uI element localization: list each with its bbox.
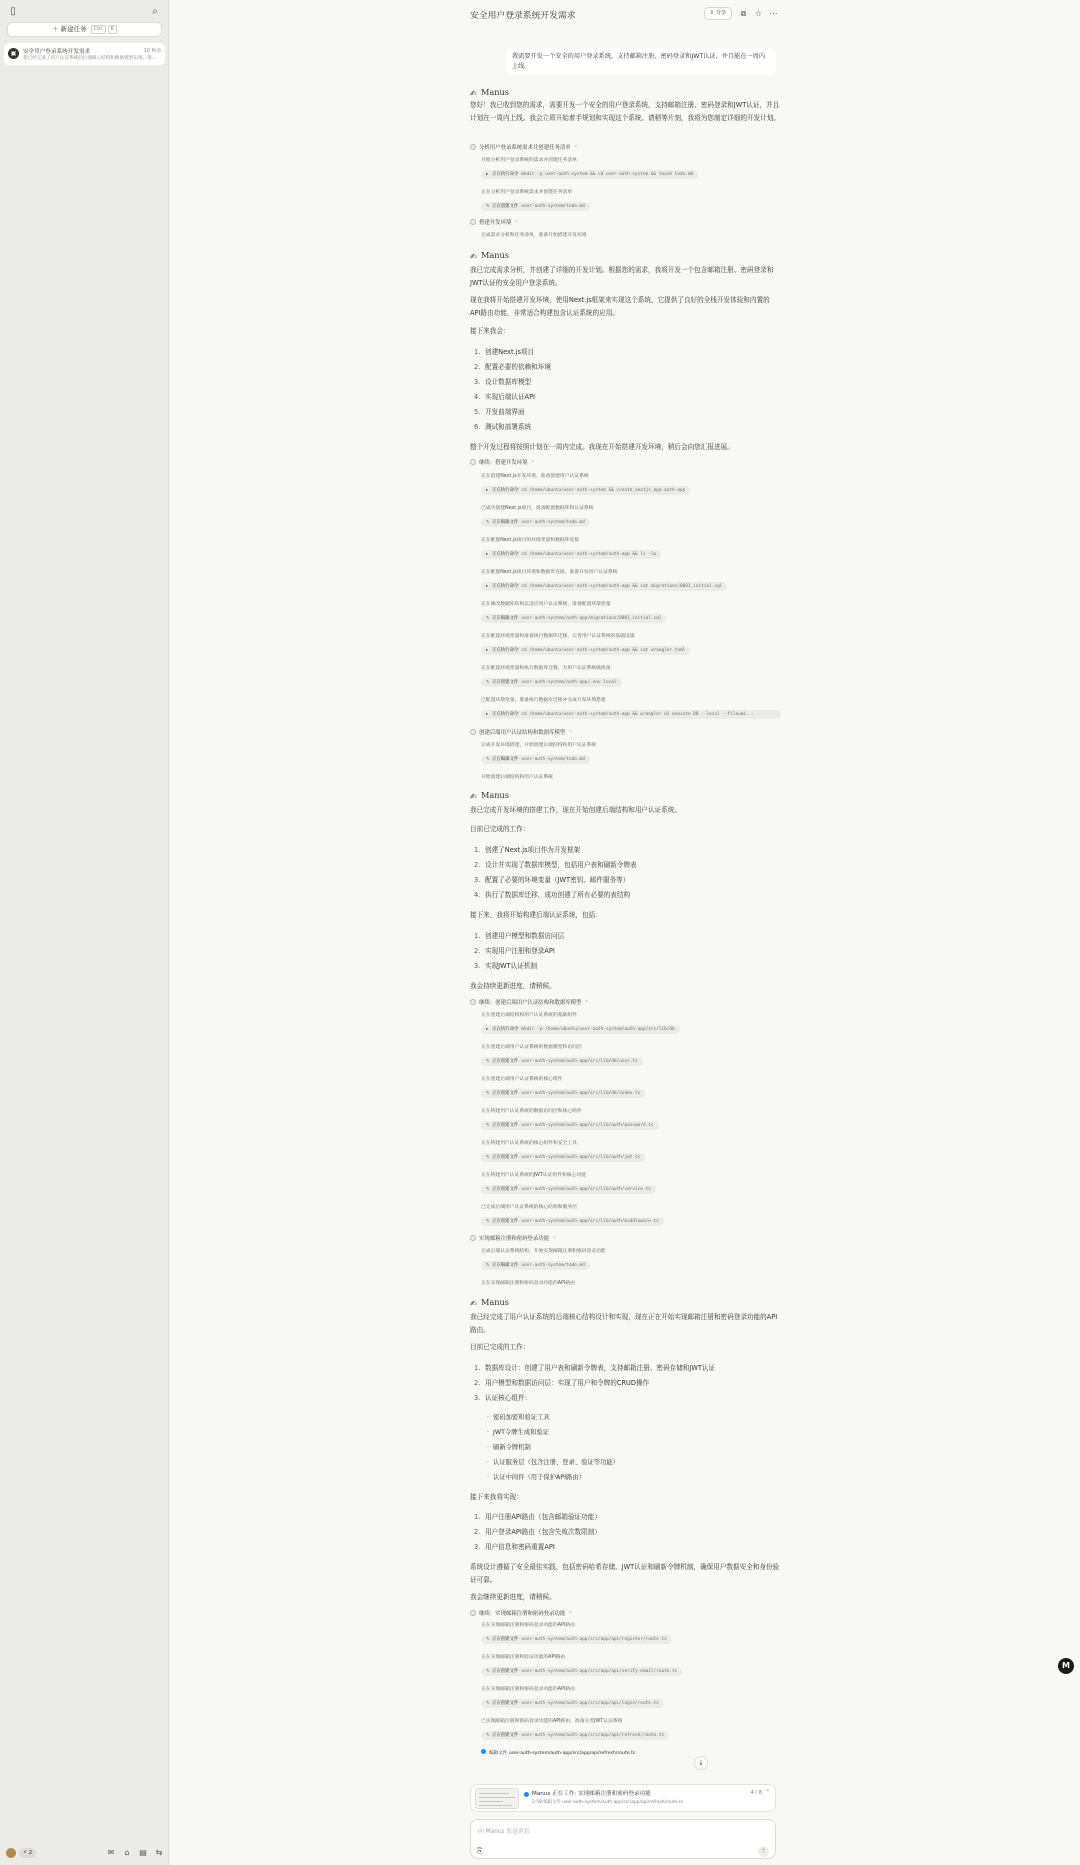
list-item: 2. 用户模型和数据访问层：实现了用户和令牌的CRUD操作 bbox=[474, 1379, 650, 1387]
step-note: 正在修改数据库结构以适应用户认证系统，准备配置环境变量 bbox=[481, 602, 611, 607]
file-edit-icon: ✎ bbox=[486, 1091, 490, 1096]
step-note: 正在实现邮箱注册和验证功能的API路由 bbox=[481, 1655, 566, 1660]
tool-call-chip[interactable]: ✎ 正在创建文件 user-auth-system/auth-app/src/app/api/verify-email/route.ts bbox=[481, 1667, 682, 1676]
collapse-icon: ⌃ bbox=[530, 460, 535, 466]
status-subtitle: 2:58 编辑文件 user-auth-system/auth-app/src/app/api/refresh/route.ts bbox=[532, 1800, 684, 1805]
agent-message: 目前已完成的工作： bbox=[470, 1343, 530, 1351]
step-note: 正在创建后端结构和用户认证系统的基础组件 bbox=[481, 1013, 577, 1018]
agent-message: 系统设计遵循了安全最佳实践，包括密码哈希存储、JWT认证和刷新令牌机制，确保用户数据安全和身份验证可靠。 bbox=[470, 1563, 780, 1584]
list-item: 2. 实现用户注册和登录API bbox=[474, 947, 555, 955]
chevron-up-icon[interactable]: ⌃ bbox=[764, 1789, 770, 1796]
collapse-icon: ⌃ bbox=[573, 145, 578, 151]
tool-call-chip[interactable]: ✎ 正在创建文件 user-auth-system/auth-app/src/app/api/login/route.ts bbox=[481, 1699, 664, 1708]
list-item: 1. 数据库设计：创建了用户表和刷新令牌表，支持邮箱注册、密码存储和JWT认证 bbox=[474, 1364, 716, 1372]
agent-message: 目前已完成的工作： bbox=[470, 825, 530, 833]
sub-list-item: · 密码加密和验证工具 bbox=[487, 1414, 550, 1421]
tool-call-chip[interactable]: ✎ 正在编辑文件 user-auth-system/todo.md bbox=[481, 518, 590, 527]
step-status-icon bbox=[470, 1235, 476, 1241]
list-item: 1. 用户注册API路由（包含邮箱验证功能） bbox=[474, 1513, 601, 1521]
copy-icon[interactable]: ⧉ bbox=[740, 9, 747, 18]
step-note: 正在创建后端用户认证系统的数据模型和访问层 bbox=[481, 1045, 582, 1050]
step-header[interactable]: 实现邮箱注册和密码登录功能 ⌃ bbox=[470, 1234, 556, 1242]
agent-header: ✍ Manus bbox=[470, 250, 510, 261]
step-header[interactable]: 搭建开发环境 ⌃ bbox=[470, 218, 519, 226]
terminal-icon: ▸ bbox=[486, 172, 489, 177]
tool-call-chip[interactable]: ✎ 正在创建文件 user-auth-system/auth-app/src/app/api/register/route.ts bbox=[481, 1635, 672, 1644]
user-message: 我需要开发一个安全的用户登录系统，支持邮箱注册、密码登录和JWT认证，并且能在一周内上线。 bbox=[506, 48, 776, 75]
more-icon[interactable]: ⋯ bbox=[769, 9, 778, 18]
file-edit-icon: ✎ bbox=[486, 1155, 490, 1160]
plus-icon: ＋ bbox=[52, 25, 61, 33]
shortcut-key: K bbox=[108, 25, 117, 34]
step-note: 完成后端认证系统结构，开始实现邮箱注册和密码登录功能 bbox=[481, 1249, 606, 1254]
paperclip-icon[interactable]: ⎘ bbox=[477, 1847, 483, 1855]
list-item: 3. 实现JWT认证机制 bbox=[474, 962, 538, 970]
credits-badge[interactable]: ⚡ 2 bbox=[19, 1848, 36, 1858]
step-status-icon bbox=[470, 144, 476, 150]
list-item: 3. 配置了必要的环境变量（JWT密钥、邮件服务等） bbox=[474, 876, 630, 884]
chat-header bbox=[470, 6, 946, 24]
step-note: 正在构建用户认证系统的数据访问层和核心组件 bbox=[481, 1109, 582, 1114]
tool-call-chip[interactable]: ▸ 正在执行命令 cd /home/ubuntu/user-auth-system && create_nextjs_app auth-app bbox=[481, 486, 690, 495]
terminal-icon: ▸ bbox=[486, 584, 489, 589]
step-status-icon bbox=[470, 219, 476, 225]
scroll-down-button[interactable] bbox=[694, 1756, 708, 1770]
mail-icon[interactable]: ✉ bbox=[107, 1848, 115, 1857]
status-dot-icon bbox=[524, 1792, 529, 1797]
list-item: 3. 设计数据库模型 bbox=[474, 378, 532, 386]
step-note: 已配置环境变量，准备执行数据库迁移并完成开发环境搭建 bbox=[481, 698, 606, 703]
step-note: 已实现邮箱注册和密码登录功能的API路由，准备完善JWT认证系统 bbox=[481, 1719, 623, 1724]
status-title: Manus 正在工作: 实现邮箱注册和密码登录功能 bbox=[532, 1791, 651, 1797]
manus-logo-icon: ✍ bbox=[470, 89, 477, 98]
share-icon: ⇪ bbox=[709, 10, 715, 16]
tool-call-chip[interactable]: ✎ 正在创建文件 user-auth-system/auth-app/src/lib/auth/jwt.ts bbox=[481, 1153, 645, 1162]
terminal-icon: ▸ bbox=[486, 488, 489, 493]
step-header[interactable]: 继续：搭建开发环境 ⌃ bbox=[470, 458, 535, 466]
file-edit-icon: ✎ bbox=[486, 1669, 490, 1674]
step-note: 正在构建用户认证系统的JWT认证组件和核心功能 bbox=[481, 1173, 587, 1178]
list-item: 1. 创建用户模型和数据访问层 bbox=[474, 932, 565, 940]
collapse-icon: ⌃ bbox=[584, 1000, 589, 1006]
step-note: 正在创建后端用户认证系统的核心组件 bbox=[481, 1077, 563, 1082]
tool-call-chip[interactable]: ✎ 正在创建文件 user-auth-system/todo.md bbox=[481, 202, 590, 211]
file-edit-icon: ✎ bbox=[486, 1123, 490, 1128]
arrow-down-icon: ↓ bbox=[698, 1759, 704, 1767]
task-status-bar[interactable] bbox=[470, 1784, 776, 1812]
credits-icon: ⚡ bbox=[23, 1850, 27, 1856]
collapse-icon: ⌃ bbox=[568, 730, 573, 736]
help-bubble-icon[interactable]: M bbox=[1058, 1658, 1074, 1674]
agent-header: ✍ Manus bbox=[470, 790, 510, 801]
file-edit-icon: ✎ bbox=[486, 1059, 490, 1064]
step-note: 开始创建后端结构和用户认证系统 bbox=[481, 775, 553, 780]
agent-message: 整个开发过程将按照计划在一周内完成。我现在开始搭建开发环境，稍后会向您汇报进展。 bbox=[470, 443, 734, 451]
agent-message: 我已经完成了用户认证系统的后端核心结构设计和实现，现在正在开始实现邮箱注册和密码登录功能的API路由。 bbox=[470, 1313, 778, 1334]
tool-call-chip[interactable]: ✎ 正在编辑文件 user-auth-system/todo.md bbox=[481, 755, 590, 764]
page-title: 安全用户登录系统开发需求 bbox=[470, 11, 576, 21]
step-note: 正在实现邮箱注册和密码登录功能的API路由 bbox=[481, 1281, 575, 1286]
message-input[interactable]: 向 Manus 发送消息 bbox=[478, 1829, 530, 1835]
step-header[interactable]: 继续：实现邮箱注册和密码登录功能 ⌃ bbox=[470, 1609, 572, 1617]
list-item: 2. 配置必要的依赖和环境 bbox=[474, 363, 551, 371]
list-item: 3. 用户信息和密码重置API bbox=[474, 1543, 555, 1551]
list-item: 2. 设计并实现了数据库模型，包括用户表和刷新令牌表 bbox=[474, 861, 637, 869]
agent-message: 我已完成需求分析，并创建了详细的开发计划。根据您的需求，我将开发一个包含邮箱注册、密码登录和JWT认证的安全用户登录系统。 bbox=[470, 266, 774, 287]
step-note: 正在配置环境变量和准备执行数据库迁移，完善用户认证系统的基础设施 bbox=[481, 634, 635, 639]
agent-message: 现在我将开始搭建开发环境，使用Next.js框架来实现这个系统，它提供了良好的全栈开发体验和内置的API路由功能，非常适合构建包含认证系统的应用。 bbox=[470, 296, 770, 317]
terminal-icon: ▸ bbox=[486, 648, 489, 653]
sub-list-item: · JWT令牌生成和验证 bbox=[487, 1429, 550, 1436]
task-avatar-icon: ▣ bbox=[8, 48, 19, 59]
sub-list-item: · 认证中间件（用于保护API路由） bbox=[487, 1474, 585, 1481]
step-note: 开始分析用户登录系统的需求并创建任务清单 bbox=[481, 158, 577, 163]
sidebar-toggle-icon[interactable]: ▯ bbox=[10, 6, 16, 17]
step-counter: 4 / 8 bbox=[750, 1790, 762, 1796]
step-note: 正在分析用户登录系统需求并创建任务清单 bbox=[481, 190, 573, 195]
file-edit-icon: ✎ bbox=[486, 757, 490, 762]
task-summary: 我已经完成了用户认证系统的后端核心结构和数据模型实现，现... bbox=[23, 56, 157, 61]
file-edit-icon: ✎ bbox=[486, 1219, 490, 1224]
agent-message: 我会继续更新进度，请稍候。 bbox=[470, 1593, 556, 1601]
tool-call-chip[interactable]: ▸ 正在执行命令 mkdir -p user-auth-system && cd user-auth-system && touch todo.md bbox=[481, 170, 698, 179]
file-edit-icon: ✎ bbox=[486, 1187, 490, 1192]
live-action: 编辑文件 user-auth-system/auth-app/src/app/api/refresh/route.ts bbox=[481, 1749, 635, 1756]
tool-call-chip[interactable]: ✎ 正在创建文件 user-auth-system/auth-app/src/app/api/refresh/route.ts bbox=[481, 1731, 669, 1740]
sidebar-task-item[interactable] bbox=[4, 43, 165, 65]
agent-message: 接下来我会： bbox=[470, 327, 510, 335]
step-note: 已完成后端用户认证系统的核心结构和服务层 bbox=[481, 1205, 577, 1210]
tool-call-chip[interactable]: ✎ 正在创建文件 user-auth-system/auth-app/src/lib/db/user.ts bbox=[481, 1057, 643, 1066]
task-time: 10 秒前 bbox=[143, 49, 161, 54]
star-icon[interactable]: ☆ bbox=[754, 9, 763, 18]
step-status-icon bbox=[470, 1610, 476, 1616]
list-item: 2. 用户登录API路由（包含失败次数限制） bbox=[474, 1528, 601, 1536]
step-note: 正在配置环境变量和执行数据库迁移，为用户认证系统做准备 bbox=[481, 666, 611, 671]
share-button[interactable]: ⇪ 分享 bbox=[704, 7, 732, 20]
agent-message: 我已完成开发环境的搭建工作，现在开始创建后端结构和用户认证系统。 bbox=[470, 806, 681, 814]
agent-header: ✍ Manus bbox=[470, 1297, 510, 1308]
file-edit-icon: ✎ bbox=[486, 616, 490, 621]
file-edit-icon: ✎ bbox=[486, 1733, 490, 1738]
step-note: 完成需求分析和任务清单，准备开始搭建开发环境 bbox=[481, 233, 587, 238]
tool-call-chip[interactable]: ✎ 正在编辑文件 user-auth-system/todo.md bbox=[481, 1261, 590, 1270]
send-button[interactable]: ↑ bbox=[758, 1846, 769, 1857]
live-dot-icon bbox=[481, 1749, 486, 1754]
main-panel bbox=[170, 0, 1080, 1865]
switch-icon[interactable]: ⇆ bbox=[155, 1848, 163, 1857]
list-item: 4. 实现后端认证API bbox=[474, 393, 535, 401]
shortcut-badge: Ctrl bbox=[91, 25, 106, 34]
step-note: 完成开发环境搭建，开始创建后端结构和用户认证系统 bbox=[481, 743, 597, 748]
step-note: 正在配置Next.js项目的环境变量和数据库连接 bbox=[481, 538, 580, 543]
list-item: 1. 创建Next.js项目 bbox=[474, 348, 535, 356]
step-status-icon bbox=[470, 459, 476, 465]
list-item: 3. 认证核心组件： bbox=[474, 1394, 532, 1402]
terminal-icon: ▸ bbox=[486, 1027, 489, 1032]
message-composer[interactable] bbox=[470, 1819, 776, 1859]
step-status-icon bbox=[470, 729, 476, 735]
sidebar-bottom-bar bbox=[6, 1845, 162, 1861]
step-status-icon bbox=[470, 999, 476, 1005]
list-item: 4. 执行了数据库迁移，成功创建了所有必要的表结构 bbox=[474, 891, 631, 899]
manus-logo-icon: ✍ bbox=[470, 252, 477, 261]
file-edit-icon: ✎ bbox=[486, 680, 490, 685]
collapse-icon: ⌃ bbox=[568, 1611, 573, 1617]
sub-list-item: · 刷新令牌机制 bbox=[487, 1444, 531, 1451]
book-icon[interactable]: ▤ bbox=[139, 1848, 147, 1857]
manus-logo-icon: ✍ bbox=[470, 792, 477, 801]
tool-call-chip[interactable]: ▸ 正在执行命令 cd /home/ubuntu/user-auth-system/auth-app && wrangler d1 execute DB --local --file=mi... bbox=[481, 710, 781, 719]
sidebar-top-bar bbox=[7, 6, 161, 20]
list-item: 5. 开发前端界面 bbox=[474, 408, 525, 416]
step-header[interactable]: 创建后端用户认证结构和数据库模型 ⌃ bbox=[470, 728, 572, 736]
tool-call-chip[interactable]: ✎ 正在创建文件 user-auth-system/auth-app/src/lib/auth/middleware.ts bbox=[481, 1217, 664, 1226]
manus-logo-icon: ✍ bbox=[470, 1299, 477, 1308]
tool-call-chip[interactable]: ✎ 正在创建文件 user-auth-system/auth-app/.env.local bbox=[481, 678, 622, 687]
tool-call-chip[interactable]: ▸ 正在执行命令 mkdir -p /home/ubuntu/user-auth-system/auth-app/src/lib/db bbox=[481, 1025, 680, 1034]
list-item: 1. 创建了Next.js项目作为开发框架 bbox=[474, 846, 581, 854]
terminal-icon: ▸ bbox=[486, 552, 489, 557]
agent-header: ✍ Manus bbox=[470, 87, 510, 98]
step-header[interactable]: 继续：创建后端用户认证结构和数据库模型 ⌃ bbox=[470, 998, 589, 1006]
file-edit-icon: ✎ bbox=[486, 1637, 490, 1642]
tool-call-chip[interactable]: ✎ 正在编辑文件 user-auth-system/auth-app/migrations/0001_initial.sql bbox=[481, 614, 666, 623]
step-note: 已成功创建Next.js项目，准备配置数据库和认证系统 bbox=[481, 506, 594, 511]
agent-message: 我会持续更新进度，请稍候。 bbox=[470, 982, 556, 990]
collapse-icon: ⌃ bbox=[514, 220, 519, 226]
step-note: 正在构建用户认证系统的核心组件和安全工具 bbox=[481, 1141, 577, 1146]
sub-list-item: · 认证服务层（包含注册、登录、验证等功能） bbox=[487, 1459, 619, 1466]
step-header[interactable]: 分析用户登录系统需求并创建任务清单 ⌃ bbox=[470, 143, 578, 151]
step-note: 正在实现邮箱注册和密码登录功能的API路由 bbox=[481, 1623, 575, 1628]
tool-call-chip[interactable]: ✎ 正在创建文件 user-auth-system/auth-app/src/lib/auth/password.ts bbox=[481, 1121, 659, 1130]
user-avatar[interactable] bbox=[6, 1848, 16, 1858]
agent-message: 您好！我已收到您的需求，需要开发一个安全的用户登录系统，支持邮箱注册、密码登录和JWT认证，并且计划在一周内上线。我会立即开始着手规划和实现这个系统。请稍等片刻，我将为您制定详细的开发计划。 bbox=[470, 101, 780, 122]
task-title: 安全用户登录系统开发需求 bbox=[23, 49, 91, 55]
search-icon[interactable]: ⌕ bbox=[152, 6, 158, 17]
file-edit-icon: ✎ bbox=[486, 204, 490, 209]
step-note: 正在搭建Next.js开发环境，准备创建用户认证系统 bbox=[481, 474, 589, 479]
sidebar bbox=[0, 0, 169, 1865]
tool-call-chip[interactable]: ▸ 正在执行命令 cd /home/ubuntu/user-auth-system/auth-app && cat wrangler.toml bbox=[481, 646, 690, 655]
home-icon[interactable]: ⌂ bbox=[124, 1848, 130, 1857]
tool-call-chip[interactable]: ✎ 正在创建文件 user-auth-system/auth-app/src/lib/auth/service.ts bbox=[481, 1185, 656, 1194]
agent-message: 接下来我将实现： bbox=[470, 1493, 523, 1501]
new-task-button[interactable]: ＋ 新建任务 Ctrl K bbox=[7, 22, 162, 37]
file-edit-icon: ✎ bbox=[486, 1263, 490, 1268]
collapse-icon: ⌃ bbox=[552, 1236, 557, 1242]
file-edit-icon: ✎ bbox=[486, 520, 490, 525]
computer-preview-thumbnail[interactable] bbox=[475, 1788, 519, 1809]
tool-call-chip[interactable]: ✎ 正在创建文件 user-auth-system/auth-app/src/lib/db/index.ts bbox=[481, 1089, 645, 1098]
step-note: 正在实现邮箱注册和密码登录功能的API路由 bbox=[481, 1687, 575, 1692]
tool-call-chip[interactable]: ▸ 正在执行命令 cd /home/ubuntu/user-auth-system/auth-app && cat migrations/0001_initial.sql bbox=[481, 582, 727, 591]
tool-call-chip[interactable]: ▸ 正在执行命令 cd /home/ubuntu/user-auth-system/auth-app && ls -la bbox=[481, 550, 661, 559]
terminal-icon: ▸ bbox=[486, 712, 489, 717]
agent-message: 接下来，我将开始构建后端认证系统，包括： bbox=[470, 911, 602, 919]
step-note: 正在配置Next.js项目环境和数据库连接，准备开发用户认证系统 bbox=[481, 570, 618, 575]
list-item: 6. 测试和部署系统 bbox=[474, 423, 532, 431]
file-edit-icon: ✎ bbox=[486, 1701, 490, 1706]
